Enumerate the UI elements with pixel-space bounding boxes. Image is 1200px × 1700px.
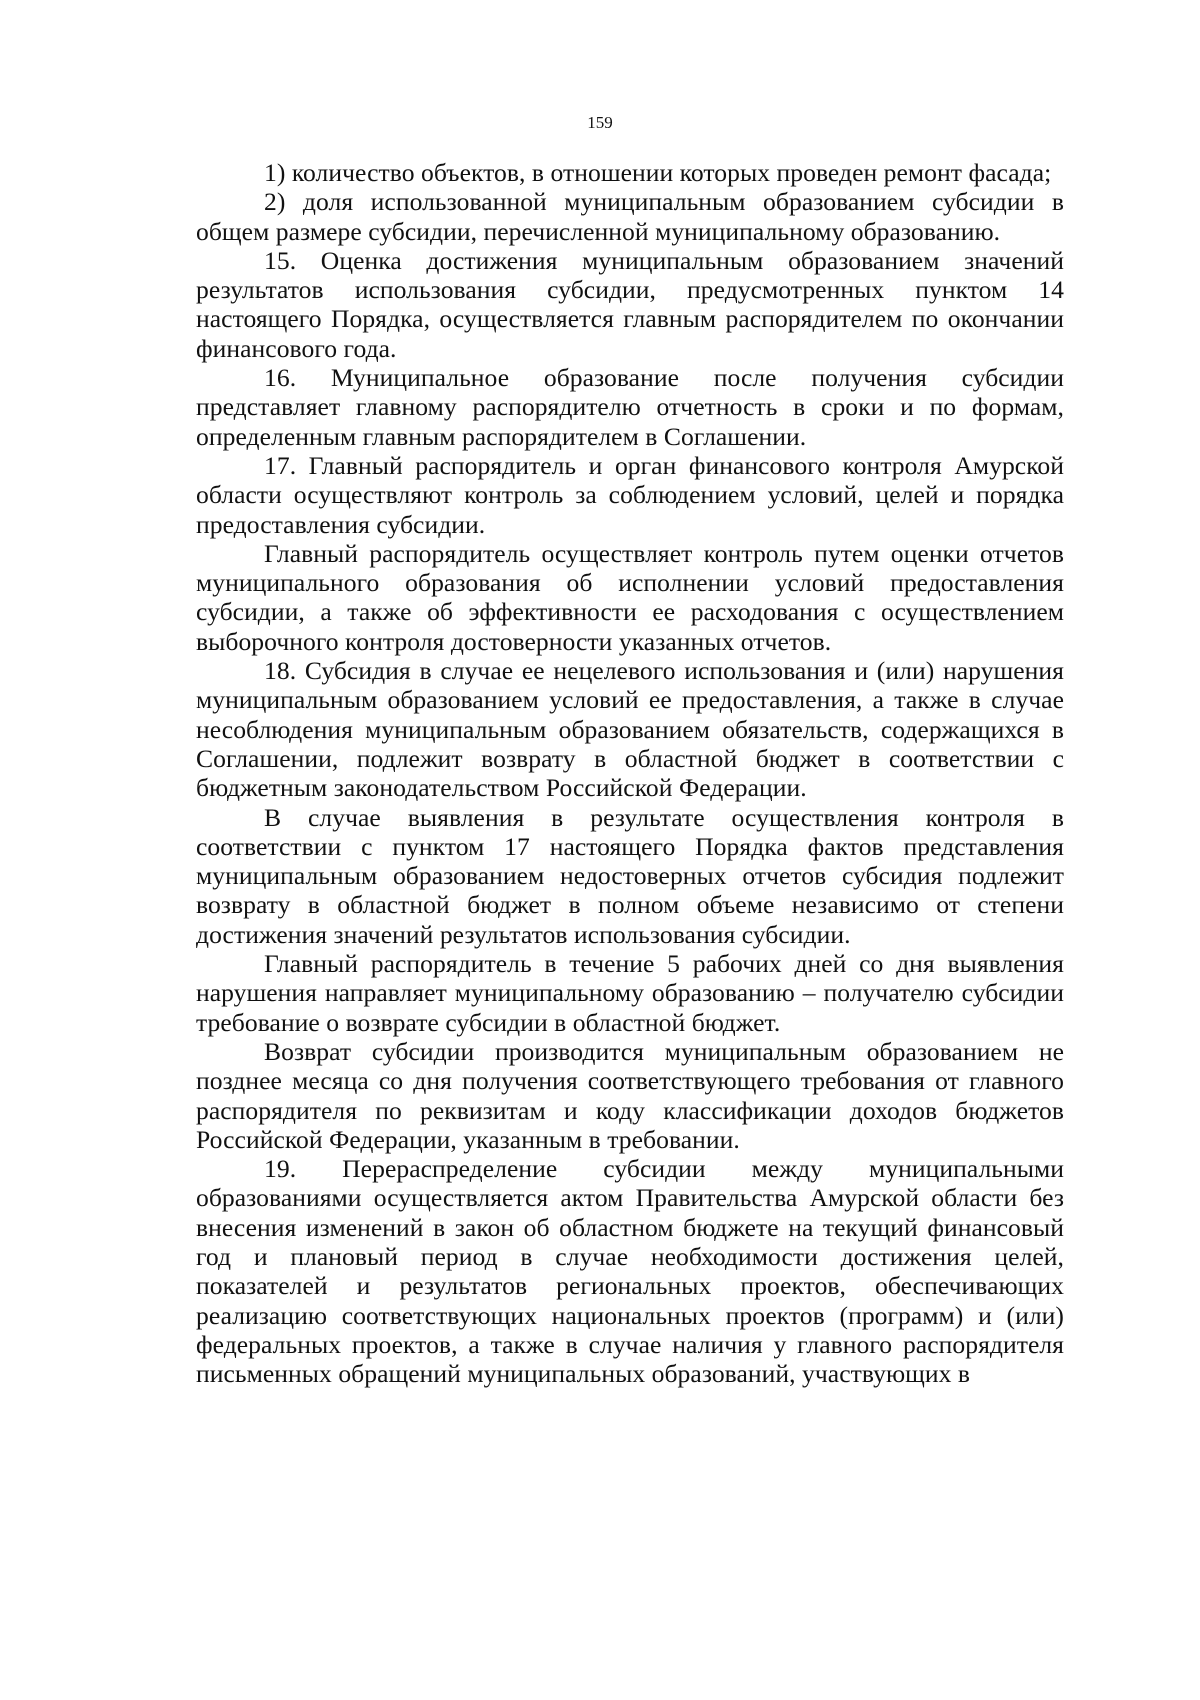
paragraph-return-deadline: Возврат субсидии производится муниципальным образованием не позднее месяца со дня получения соответствующего требования от главного распорядителя по реквизитам и коду классификации доходов бюджетов Российской Федерации, указанным в требовании. bbox=[196, 1036, 1064, 1154]
paragraph-clause-15: 15. Оценка достижения муниципальным образованием значений результатов использования субсидии, предусмотренных пунктом 14 настоящего Порядка, осуществляется главным распорядителем по окончании финансового года. bbox=[196, 245, 1064, 363]
document-body bbox=[196, 158, 1064, 1388]
paragraph-return-demand: Главный распорядитель в течение 5 рабочих дней со дня выявления нарушения направляет муниципальному образованию – получателю субсидии требование о возврате субсидии в областной бюджет. bbox=[196, 949, 1064, 1037]
paragraph-false-reports: В случае выявления в результате осуществления контроля в соответствии с пунктом 17 настоящего Порядка фактов представления муниципальным образованием недостоверных отчетов субсидия подлежит возврату в областной бюджет в полном объеме независимо от степени достижения значений результатов использования субсидии. bbox=[196, 802, 1064, 949]
paragraph-clause-19: 19. Перераспределение субсидии между муниципальными образованиями осуществляется актом Правительства Амурской области без внесения изменений в закон об областном бюджете на текущий финансовый год и плановый период в случае необходимости достижения целей, показателей и результатов региональных проектов, обеспечивающих реализацию соответствующих национальных проектов (программ) и (или) федеральных проектов, а также в случае наличия у главного распорядителя письменных обращений муниципальных образований, участвующих в bbox=[196, 1154, 1064, 1389]
paragraph-clause-16: 16. Муниципальное образование после получения субсидии представляет главному распорядителю отчетность в сроки и по формам, определенным главным распорядителем в Соглашении. bbox=[196, 363, 1064, 451]
paragraph-item-1: 1) количество объектов, в отношении которых проведен ремонт фасада; bbox=[264, 158, 1052, 187]
paragraph-clause-18: 18. Субсидия в случае ее нецелевого использования и (или) нарушения муниципальным образованием условий ее предоставления, а также в случае несоблюдения муниципальным образованием обязательств, содержащихся в Соглашении, подлежит возврату в областной бюджет в соответствии с бюджетным законодательством Российской Федерации. bbox=[196, 656, 1064, 803]
page-number: 159 bbox=[587, 113, 613, 132]
paragraph-control-evaluation: Главный распорядитель осуществляет контроль путем оценки отчетов муниципального образования об исполнении условий предоставления субсидии, а также об эффективности ее расходования с осуществлением выборочного контроля достоверности указанных отчетов. bbox=[196, 538, 1064, 656]
paragraph-clause-17: 17. Главный распорядитель и орган финансового контроля Амурской области осуществляют контроль за соблюдением условий, целей и порядка предоставления субсидии. bbox=[196, 450, 1064, 539]
paragraph-item-2: 2) доля использованной муниципальным образованием субсидии в общем размере субсидии, перечисленной муниципальному образованию. bbox=[196, 187, 1064, 246]
